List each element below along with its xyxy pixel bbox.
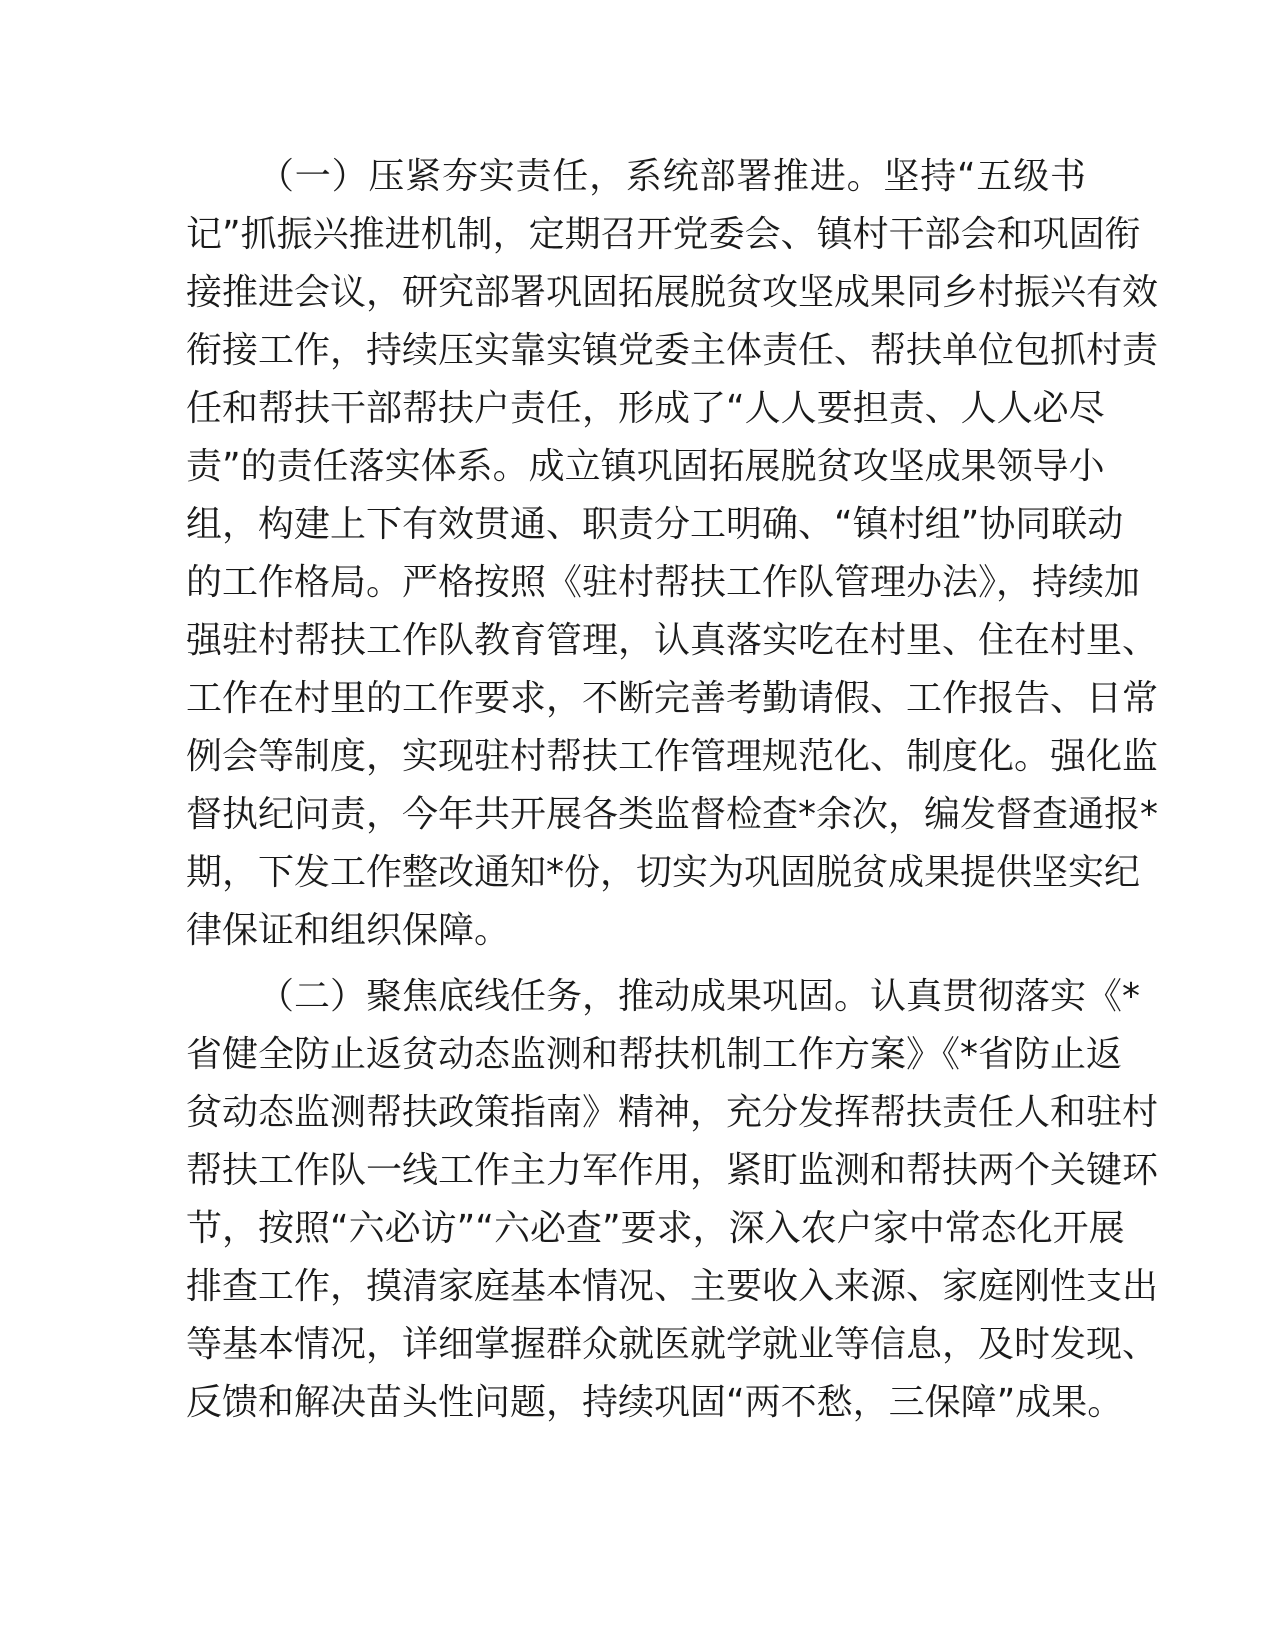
text-line: 工作在村里的工作要求，不断完善考勤请假、工作报告、日常 [186, 678, 1159, 719]
text-line: 组，构建上下有效贯通、职责分工明确、“镇村组”协同联动 [186, 504, 1124, 545]
text-line: 记”抓振兴推进机制，定期召开党委会、镇村干部会和巩固衔 [186, 214, 1141, 255]
paragraph-2 [186, 968, 1159, 1432]
text-line: 排查工作，摸清家庭基本情况、主要收入来源、家庭刚性支出 [186, 1266, 1159, 1307]
text-line: （一）压紧夯实责任，系统部署推进。坚持“五级书 [258, 156, 1086, 197]
text-line: 反馈和解决苗头性问题，持续巩固“两不愁，三保障”成果。 [186, 1382, 1124, 1423]
text-line: 接推进会议，研究部署巩固拓展脱贫攻坚成果同乡村振兴有效 [186, 272, 1159, 313]
text-line: 任和帮扶干部帮扶户责任，形成了“人人要担责、人人必尽 [186, 388, 1105, 429]
text-line: 省健全防止返贫动态监测和帮扶机制工作方案》《*省防止返 [186, 1034, 1123, 1075]
text-line: 律保证和组织保障。 [186, 910, 511, 951]
text-line: （二）聚焦底线任务，推动成果巩固。认真贯彻落实《* [258, 976, 1141, 1017]
text-line: 强驻村帮扶工作队教育管理，认真落实吃在村里、住在村里、 [186, 620, 1159, 661]
text-line: 责”的责任落实体系。成立镇巩固拓展脱贫攻坚成果领导小 [186, 446, 1105, 487]
text-line: 期，下发工作整改通知*份，切实为巩固脱贫成果提供坚实纪 [186, 852, 1141, 893]
text-line: 的工作格局。严格按照《驻村帮扶工作队管理办法》，持续加 [186, 562, 1141, 603]
paragraph-spacer [186, 960, 1086, 968]
text-line: 节，按照“六必访”“六必查”要求，深入农户家中常态化开展 [186, 1208, 1125, 1249]
text-line: 督执纪问责，今年共开展各类监督检查*余次，编发督查通报* [186, 794, 1159, 835]
text-line: 例会等制度，实现驻村帮扶工作管理规范化、制度化。强化监 [186, 736, 1159, 777]
text-line: 等基本情况，详细掌握群众就医就学就业等信息，及时发现、 [186, 1324, 1159, 1365]
document-body [186, 148, 1159, 1432]
paragraph-1 [186, 148, 1159, 960]
text-line: 衔接工作，持续压实靠实镇党委主体责任、帮扶单位包抓村责 [186, 330, 1159, 371]
text-line: 贫动态监测帮扶政策指南》精神，充分发挥帮扶责任人和驻村 [186, 1092, 1159, 1133]
text-line: 帮扶工作队一线工作主力军作用，紧盯监测和帮扶两个关键环 [186, 1150, 1159, 1191]
